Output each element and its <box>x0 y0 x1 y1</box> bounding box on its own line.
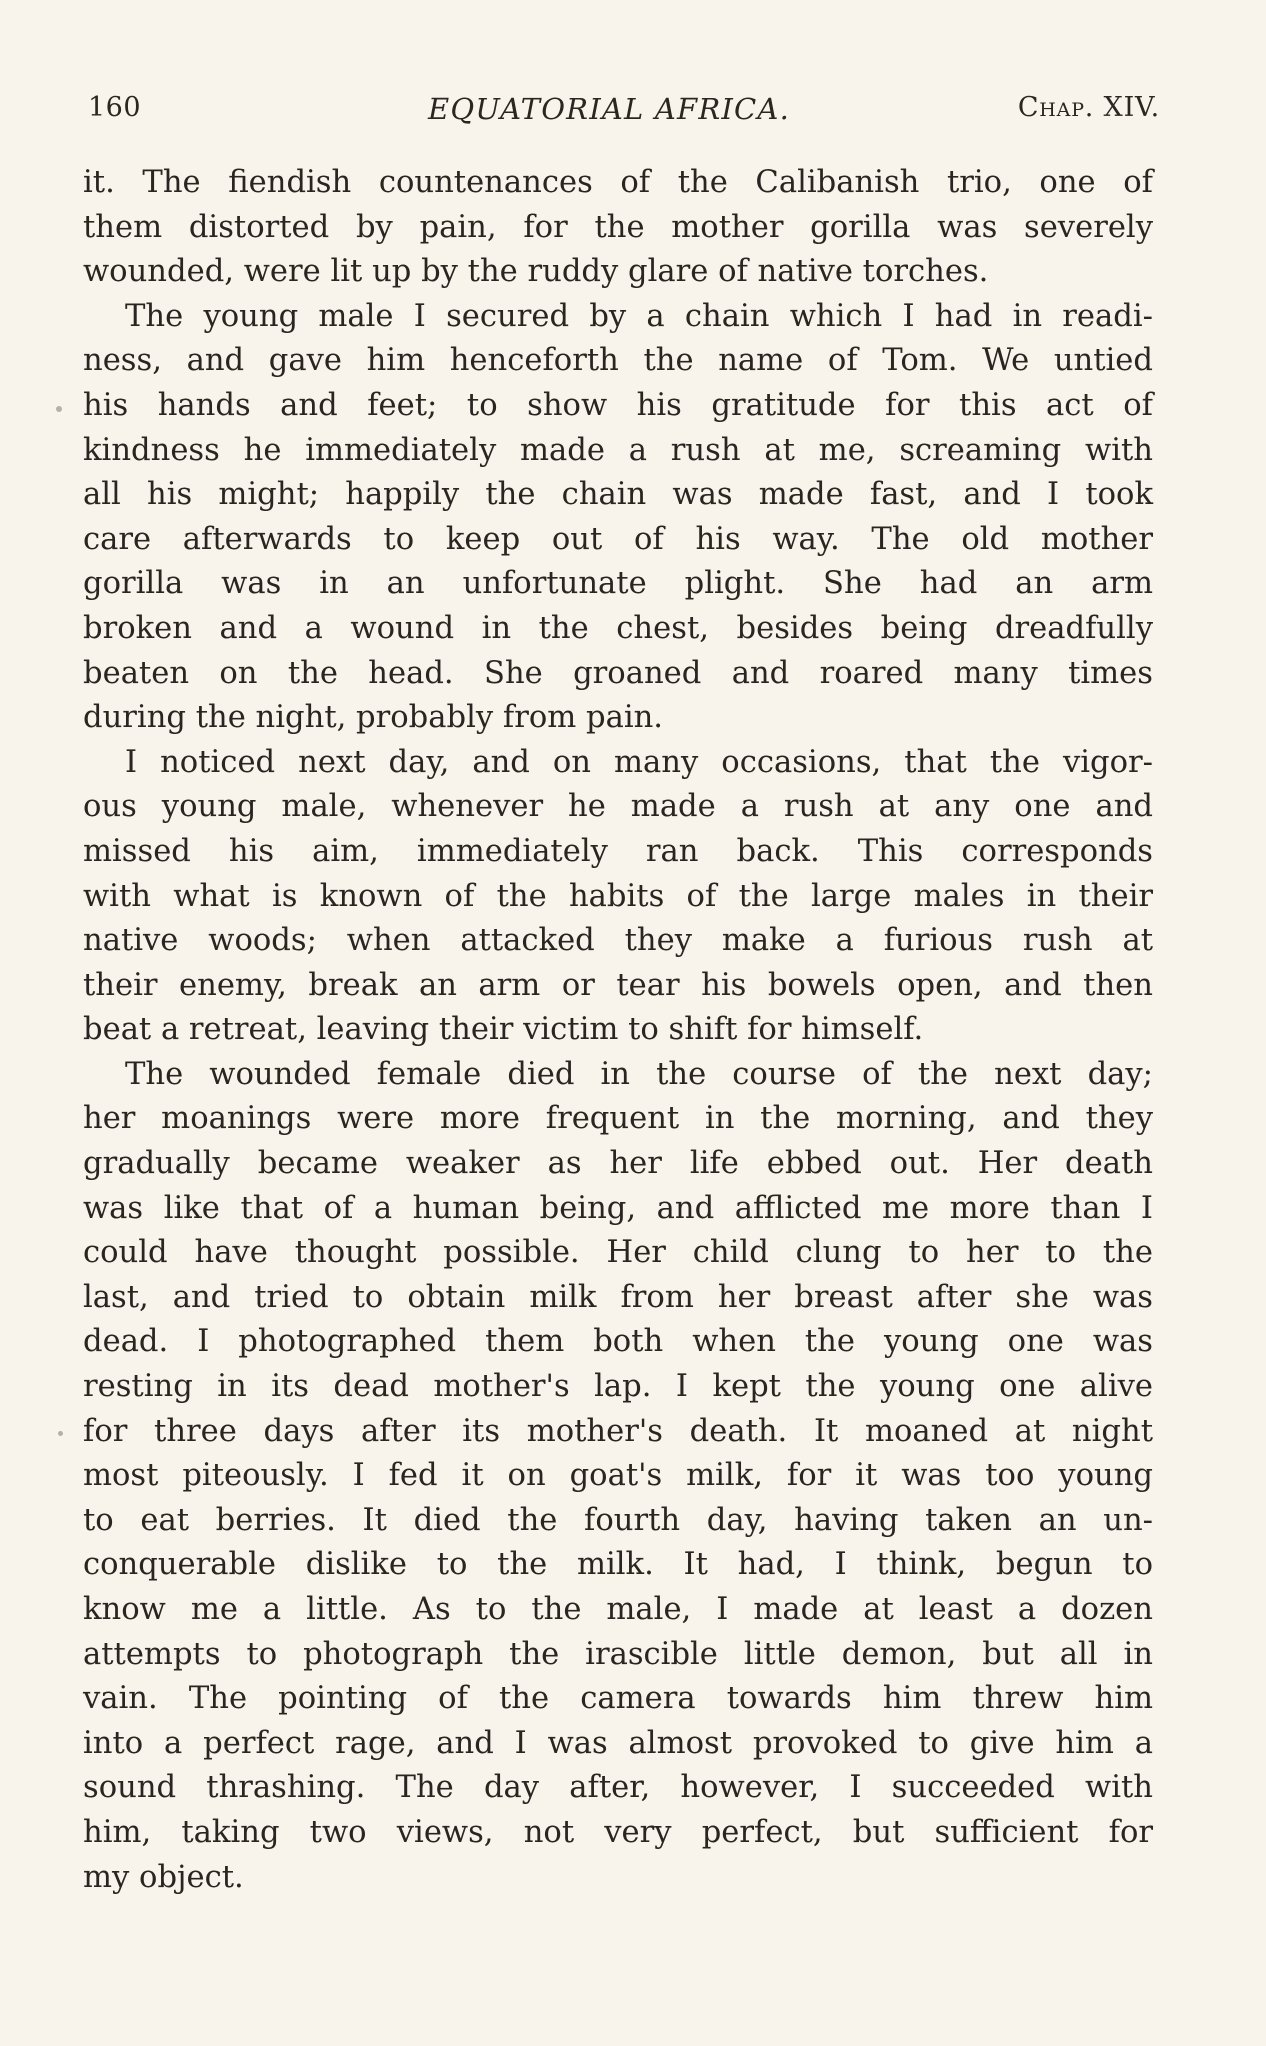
page-number: 160 <box>88 92 142 123</box>
text-line: dead. I photographed them both when the young one was <box>83 1324 1153 1360</box>
text-line: could have thought possible. Her child clung to her to the <box>83 1235 1153 1271</box>
text-line: kindness he immediately made a rush at me, screaming with <box>83 432 1153 468</box>
text-line: ous young male, whenever he made a rush at any one and <box>83 789 1153 825</box>
text-line: my object. <box>83 1859 244 1895</box>
margin-speck <box>58 1431 63 1436</box>
text-line: it. The fiendish countenances of the Calibanish trio, one of <box>83 165 1153 200</box>
text-line: resting in its dead mother's lap. I kept the young one alive <box>83 1369 1153 1405</box>
text-line: them distorted by pain, for the mother gorilla was severely <box>83 209 1153 245</box>
chapter-label: Chap. XIV. <box>1017 92 1160 123</box>
text-line: conquerable dislike to the milk. It had, I think, begun to <box>83 1547 1153 1583</box>
text-line: vain. The pointing of the camera towards him threw him <box>83 1681 1153 1717</box>
text-line: missed his aim, immediately ran back. This corresponds <box>83 833 1153 869</box>
paragraph-start-line: The wounded female died in the course of the next day; <box>125 1056 1153 1092</box>
body-text <box>83 161 1153 1900</box>
text-line: to eat berries. It died the fourth day, having taken an un- <box>83 1502 1153 1538</box>
text-line: ness, and gave him henceforth the name of Tom. We untied <box>83 343 1153 379</box>
text-line: beaten on the head. She groaned and roared many times <box>83 655 1153 691</box>
text-line: beat a retreat, leaving their victim to shift for himself. <box>83 1012 924 1048</box>
text-line: gorilla was in an unfortunate plight. She had an arm <box>83 566 1153 602</box>
text-line: all his might; happily the chain was made fast, and I took <box>83 477 1153 513</box>
paragraph-start-line: I noticed next day, and on many occasions, that the vigor- <box>125 744 1153 780</box>
text-line: was like that of a human being, and afflicted me more than I <box>83 1190 1153 1226</box>
paragraph-start-line: The young male I secured by a chain which I had in readi- <box>125 298 1153 334</box>
text-line: his hands and feet; to show his gratitude for this act of <box>83 387 1153 423</box>
text-line: her moanings were more frequent in the morning, and they <box>83 1101 1153 1137</box>
text-line: for three days after its mother's death. It moaned at night <box>83 1413 1153 1449</box>
text-line: last, and tried to obtain milk from her breast after she was <box>83 1279 1153 1315</box>
text-line: their enemy, break an arm or tear his bowels open, and then <box>83 967 1153 1003</box>
text-line: wounded, were lit up by the ruddy glare of native torches. <box>83 254 989 290</box>
page-header <box>88 88 1160 134</box>
margin-speck <box>56 406 62 412</box>
text-line: him, taking two views, not very perfect, but sufficient for <box>83 1814 1153 1850</box>
running-title: EQUATORIAL AFRICA. <box>428 92 790 126</box>
text-line: into a perfect rage, and I was almost provoked to give him a <box>83 1725 1153 1761</box>
text-line: with what is known of the habits of the large males in their <box>83 878 1153 914</box>
text-line: attempts to photograph the irascible little demon, but all in <box>83 1636 1153 1672</box>
text-line: native woods; when attacked they make a furious rush at <box>83 923 1153 959</box>
text-line: sound thrashing. The day after, however, I succeeded with <box>83 1770 1153 1806</box>
text-line: know me a little. As to the male, I made at least a dozen <box>83 1592 1153 1627</box>
text-line: care afterwards to keep out of his way. The old mother <box>83 521 1153 557</box>
text-line: gradually became weaker as her life ebbed out. Her death <box>83 1146 1153 1182</box>
text-line: most piteously. I fed it on goat's milk, for it was too young <box>83 1458 1153 1494</box>
text-line: broken and a wound in the chest, besides being dreadfully <box>83 610 1153 646</box>
text-line: during the night, probably from pain. <box>83 700 664 736</box>
